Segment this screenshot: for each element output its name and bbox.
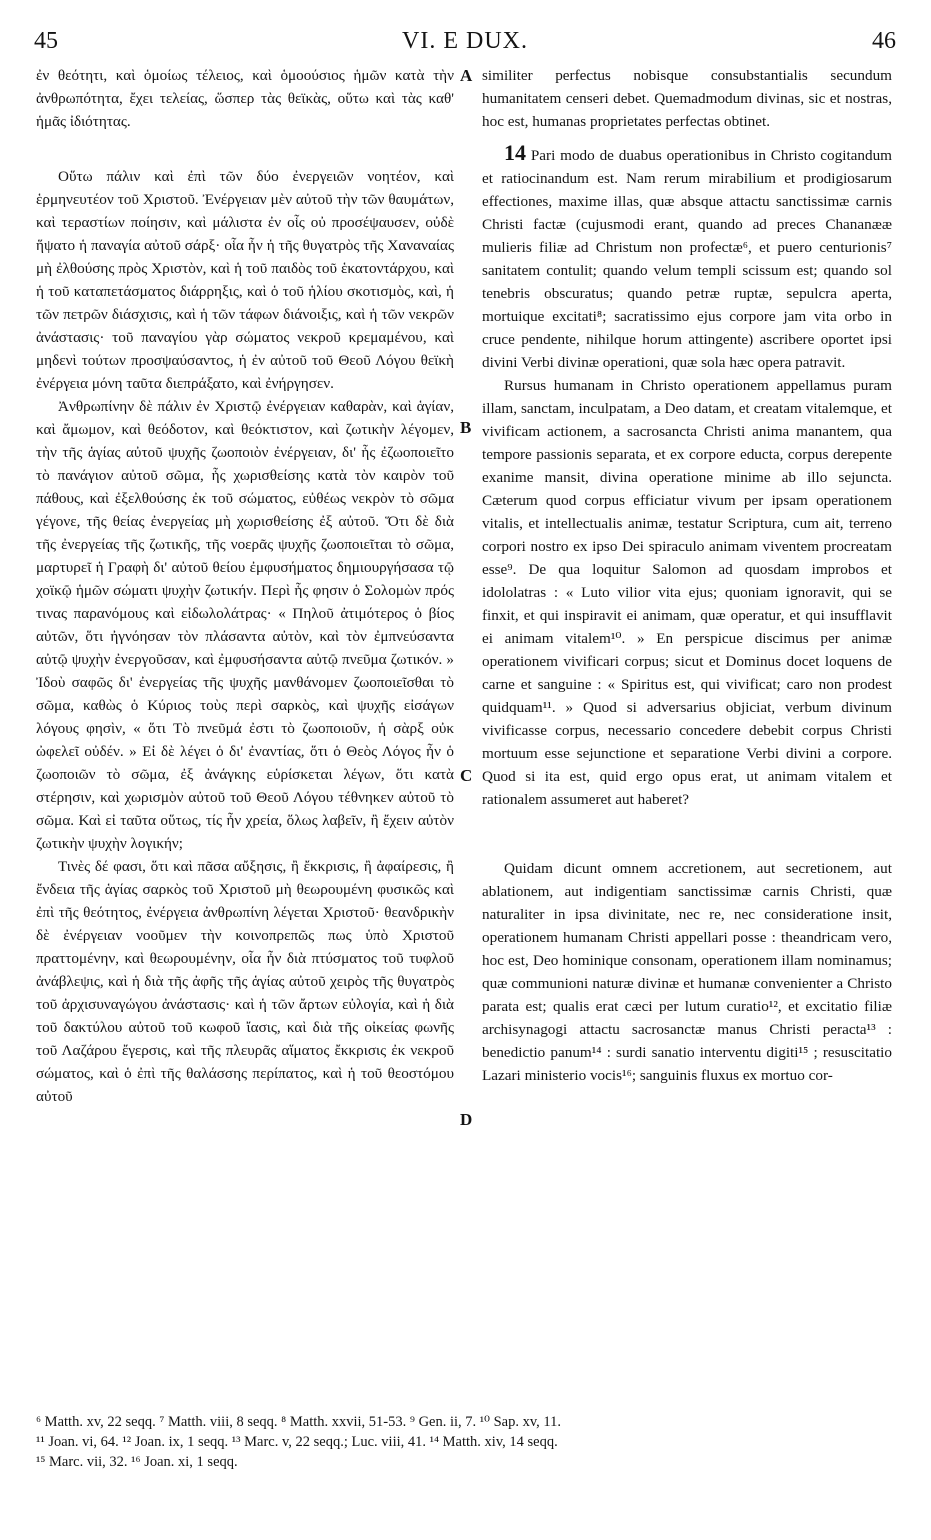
latin-paragraph-2-text: Pari modo de duabus operationibus in Christo cogitandum et ratiocinandum est. Nam rerum mirabilium et prodigiosarum effectiones, maxime illas, quæ absque attactu sanctissimæ carnis Christi factæ (cujusmodi erant, quando ad preces Chananææ mulieris filiæ ad Christum non profectæ⁶, et puero centurionis⁷ sanitatem contulit; quando velum templi scissum est; quando sol tenebris obscuratus; quando petræ ruptæ, sepulcra aperta, mortuique excitati⁸; sacratissimo ejus corpore jam vita orbo in cruce pendente, nihilque horum attingente) ascribere oportet ipsi divini Verbi divinæ operationi, quæ sola hæc opera patravit. xyxy=(482,147,893,371)
page-header xyxy=(34,28,896,58)
latin-paragraph-3: Rursus humanam in Christo operationem appellamus puram illam, sanctam, inculpatam, a Deo datam, et creatam vitalemque, et vivificam actionem, a sacrosancta Christi anima manantem, qua tempore passionis separata, et ex corpore educta, corpus derepente exanime mansit, divina operatione minime ab illo sejuncta. Cæterum quod corpus efficiatur vivum per ipsam operationem vitalis, et intellectualis animæ, testatur Scriptura, cum ait, terreno corpori nostro ex ipso Dei spiraculo animam viventem procreatam esse⁹. De qua loquitur Salomon ad quosdam improbos et idololatras : « Luto vilior vita ejus; quoniam ignoravit, qui se finxit, et qui inspiravit ei animam, quæ operatur, et qui insufflavit ei animam vitalem¹⁰. » En perspicue discimus per animæ operationem vivificari corpus; sicut et Dominus docet loquens de carne et sanguine : « Spiritus est, qui vivificat; caro non prodest quidquam¹¹. » Quod si adversarius objiciat, verbum divinum vivificasse corpus, necessario concedere debebit corpus Christi mortuum esse sejunctione et separatione Verbi divini a corpore. Quod si ita est, quid ergo opus erat, ut animam vitalem et rationalem assumeret aut haberet? xyxy=(482,377,892,808)
page-number-left: 45 xyxy=(34,28,58,54)
page-number-right: 46 xyxy=(872,28,896,54)
latin-paragraph-2 xyxy=(482,141,892,374)
footnote-line-3: ¹⁵ Marc. vii, 32. ¹⁶ Joan. xi, 1 seqq. xyxy=(36,1454,238,1470)
footnote-line-1: ⁶ Matth. xv, 22 seqq. ⁷ Matth. viii, 8 seqq. ⁸ Matth. xxvii, 51-53. ⁹ Gen. ii, 7. ¹⁰ Sap. xv, 11. xyxy=(36,1414,561,1430)
latin-column xyxy=(482,64,892,1087)
running-title: VI. E DUX. xyxy=(402,28,528,54)
greek-paragraph-1: ἐν θεότητι, καὶ ὁμοίως τέλειος, καὶ ὁμοούσιος ἡμῶν κατὰ τὴν ἀνθρωπότητα, ἔχει τελείας, ὥσπερ τὰς θεϊκὰς, οὕτω καὶ τὰς καθ' ἡμᾶς ἰδιότητας. xyxy=(36,67,454,130)
greek-paragraph-4: Τινὲς δέ φασι, ὅτι καὶ πᾶσα αὔξησις, ἢ ἔκκρισις, ἢ ἀφαίρεσις, ἢ ἔνδεια τῆς ἁγίας σαρκὸς τοῦ Χριστοῦ μὴ θεωρουμένη φυσικῶς καὶ ἐπὶ τῆς θεότητος, ἐνέργεια ἀνθρωπίνη λέγεται Χριστοῦ· θεανδρικὴν δὲ ἐνέργειαν νοοῦμεν τὴν κοινοπρεπῶς πως ὑπὸ Χριστοῦ πραττομένην, καὶ θεωρουμένην, οἷα ἦν διὰ πτύσματος τοῦ τυφλοῦ ἀνάβλεψις, καὶ ἡ διὰ τῆς ἀφῆς τῆς ἁγίας αὐτοῦ χειρὸς τῆς θυγατρὸς τοῦ ἀρχισυναγώγου ἀνάστασις· καὶ ἡ τῶν ἄρτων εὐλογία, καὶ ἡ διὰ τοῦ δακτύλου αὐτοῦ τοῦ κωφοῦ ἴασις, καὶ διὰ τῆς οἰκείας φωνῆς τοῦ Λαζάρου ἔγερσις, καὶ τῆς πλευρᾶς αἵματος ἔκκρισις ἐκ νεκροῦ σώματος, καὶ ὁ ἐπὶ τῆς θαλάσσης περίπατος, καὶ ἡ τοῦ θεοστόμου αὐτοῦ xyxy=(36,858,454,1105)
greek-column xyxy=(36,64,454,1108)
latin-paragraph-1: similiter perfectus nobisque consubstantialis secundum humanitatem censeri debet. Quemadmodum divinas, sic et nostras, hoc est, humanas proprietates perfectas obtinet. xyxy=(482,67,892,130)
footnote-line-2: ¹¹ Joan. vi, 64. ¹² Joan. ix, 1 seqq. ¹³ Marc. v, 22 seqq.; Luc. viii, 41. ¹⁴ Matth. xiv, 14 seqq. xyxy=(36,1434,558,1450)
margin-letter-d: D xyxy=(460,1110,473,1129)
margin-letter-a: A xyxy=(460,66,473,85)
section-number: 14 xyxy=(504,140,526,165)
greek-paragraph-2: Οὕτω πάλιν καὶ ἐπὶ τῶν δύο ἐνεργειῶν νοητέον, καὶ ἑρμηνευτέον τοῦ Χριστοῦ. Ἐνέργειαν μὲν αὐτοῦ τὴν τῶν θαυμάτων, καὶ τεραστίων ποίησιν, καὶ μάλιστα ἐν οἷς οὐ προσέψαυσεν, οὐδὲ ἥψατο ἡ παναγία αὐτοῦ σάρξ· οἷα ἦν ἡ τῆς θυγατρὸς τῆς Χαναναίας μὴ ἐλθούσης πρὸς Χριστὸν, καὶ ἡ τοῦ παιδὸς τοῦ ἑκατοντάρχου, καὶ ἡ τοῦ καταπετάσματος διάρρηξις, καὶ ὁ τοῦ ἡλίου σκοτισμὸς, καὶ, ἡ τῶν πετρῶν διάσχισις, καὶ ἡ τῶν τάφων διάνοιξις, καὶ ἡ τῶν νεκρῶν ἀνάστασις· τοῦ παναγίου γὰρ σώματος νεκροῦ κρεμαμένου, καὶ μηδενὶ τούτων προσψαύσαντος, ἡ ἐν αὐτοῦ τοῦ Θεοῦ Λόγου θεϊκὴ ἐνέργεια μόνη ταῦτα διεπράξατο, καὶ ἐνήργησεν. xyxy=(36,168,454,392)
margin-letter-c: C xyxy=(460,766,473,785)
margin-letter-b: B xyxy=(460,418,472,437)
greek-paragraph-3: Ἀνθρωπίνην δὲ πάλιν ἐν Χριστῷ ἐνέργειαν καθαρὰν, καὶ ἁγίαν, καὶ ἄμωμον, καὶ θεόδοτον, καὶ θεόκτιστον, καὶ ζωτικὴν λέγομεν, τὴν τῆς ἁγίας αὐτοῦ ψυχῆς ζωοποιὸν ἐνέργειαν, δι' ἧς ἐζωοποιεῖτο τὸ πανάγιον αὐτοῦ σῶμα, ἧς χωρισθείσης κατὰ τὸν καιρὸν τοῦ πάθους, καὶ ἐξελθούσης ἐκ τοῦ σώματος, εὐθέως νεκρὸν τὸ σῶμα γέγονε, τῆς θείας ἐνεργείας μὴ χωρισθείσης ἐξ αὐτοῦ. Ὅτι δὲ διὰ τῆς ἐνεργείας τῆς ζωτικῆς, τῆς νοερᾶς ψυχῆς ζωοποιεῖται τὸ σῶμα, μαρτυρεῖ ἡ Γραφὴ δι' αὐτοῦ θείου ἐμφυσήματος δημιουργήσασα τῷ χοϊκῷ ἡμῶν σώματι ψυχὴν ζωτικήν. Περὶ ἧς φησιν ὁ Σολομὼν πρός τινας παρανόμους καὶ εἰδωλολάτρας· « Πηλοῦ ἀτιμότερος ὁ βίος αὐτῶν, ὅτι ἠγνόησαν τὸν πλάσαντα αὐτὸν, καὶ τὸν ἐμπνεύσαντα αὐτῷ ψυχὴν ἐνεργοῦσαν, καὶ ἐμφυσήσαντα αὐτῷ πνεῦμα ζωτικόν. » Ἰδοὺ σαφῶς δι' ἐνεργείας τῆς ψυχῆς μανθάνομεν ζωοποιεῖσθαι τὸ σῶμα, καθὼς ὁ Κύριος τοὺς περὶ σαρκὸς, καὶ ψυχῆς εἰσάγων λόγους φησὶν, « ὅτι Τὸ πνεῦμά ἐστι τὸ ζωοποιοῦν, ἡ σὰρξ οὐκ ὠφελεῖ οὐδέν. » Εἰ δὲ λέγει ὁ δι' ἐναντίας, ὅτι ὁ Θεὸς Λόγος ἦν ὁ ζωοποιῶν τὸ σῶμα, ἐξ ἀνάγκης εὑρίσκεται λέγων, ὅτι κατὰ στέρησιν, καὶ χωρισμὸν αὐτοῦ τοῦ Θεοῦ Λόγου τέθνηκεν αὐτοῦ τὸ σῶμα. Καὶ εἰ ταῦτα οὕτως, τίς ἦν χρεία, ὅλως λαβεῖν, ἢ ἔχειν αὐτὸν ζωτικὴν ψυχὴν λογικήν; xyxy=(36,398,454,852)
footnotes xyxy=(36,1412,896,1472)
latin-paragraph-4: Quidam dicunt omnem accretionem, aut secretionem, aut ablationem, aut indigentiam sanctissimæ carnis Christi, quæ naturaliter in ipsa divinitate, nec re, nec consideratione insit, operationem humanam Christi appellari posse : theandricam vero, hoc est, Deo hominique consonam, operationem illam nominamus; quæ communioni naturæ divinæ et humanæ convenienter a Christo parata est; qualis erat cæci per lutum curatio¹², et excitatio filiæ archisynagogi attactu sacrosanctæ manus Christi peracta¹³ : benedictio panum¹⁴ : surdi sanatio interventu digiti¹⁵ ; resuscitatio Lazari ministerio vocis¹⁶; sanguinis fluxus ex mortuo cor- xyxy=(482,860,892,1084)
